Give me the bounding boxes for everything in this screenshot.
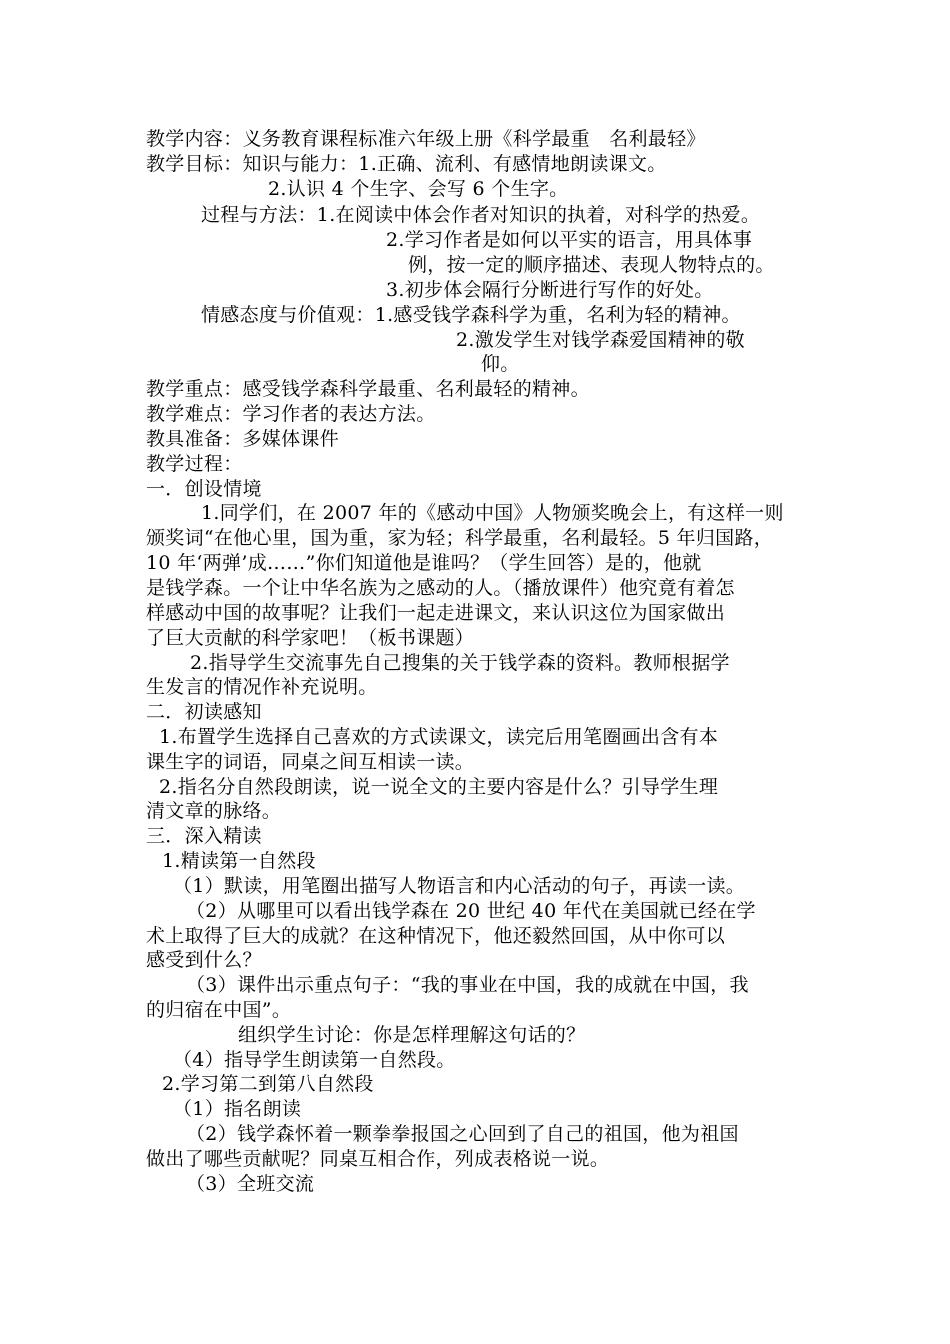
- section-1-para-1: 颁奖词“在他心里，国为重，家为轻；科学最重，名利最轻。5 年归国路，: [146, 527, 774, 549]
- section-2-item-2: 清文章的脉络。: [146, 800, 282, 822]
- goal-emotion-2-cont: 仰。: [481, 353, 520, 375]
- goal-process-2: 2.学习作者是如何以平实的语言，用具体事: [386, 229, 753, 251]
- section-3-sub-1-step-3: （3）课件出示重点句子：“我的事业在中国，我的成就在中国，我: [186, 974, 749, 996]
- section-2-heading: 二．初读感知: [146, 701, 262, 723]
- section-2-item-1: 1.布置学生选择自己喜欢的方式读课文，读完后用笔圈画出含有本: [159, 726, 719, 748]
- goal-process-3: 3.初步体会隔行分断进行写作的好处。: [386, 279, 714, 301]
- section-1-para-1: 10 年‘两弹’成……”你们知道他是谁吗？（学生回答）是的，他就: [146, 552, 702, 574]
- goal-emotion-1: 情感态度与价值观：1.感受钱学森科学为重，名利为轻的精神。: [201, 304, 741, 326]
- section-3-sub-2-step-2: （2）钱学森怀着一颗拳拳报国之心回到了自己的祖国，他为祖国: [186, 1123, 739, 1145]
- goal-process-2-cont: 例，按一定的顺序描述、表现人物特点的。: [408, 254, 775, 276]
- section-3-sub-1-step-1: （1）默读，用笔圈出描写人物语言和内心活动的句子，再读一读。: [173, 875, 746, 897]
- section-1-para-1: 1.同学们，在 2007 年的《感动中国》人物颁奖晚会上，有这样一则: [201, 502, 784, 524]
- section-3-sub-1-discussion: 组织学生讨论：你是怎样理解这句话的？: [238, 1024, 586, 1046]
- teaching-process-heading: 教学过程：: [146, 453, 243, 475]
- section-3-sub-2-step-3: （3）全班交流: [186, 1173, 315, 1195]
- section-2-item-1: 课生字的词语，同桌之间互相读一读。: [146, 751, 475, 773]
- section-3-heading: 三．深入精读: [146, 825, 262, 847]
- teaching-key-point: 教学重点：感受钱学森科学最重、名利最轻的精神。: [146, 378, 590, 400]
- section-2-item-2: 2.指名分自然段朗读，说一说全文的主要内容是什么？引导学生理: [159, 776, 719, 798]
- goal-emotion-2: 2.激发学生对钱学森爱国精神的敬: [456, 329, 745, 351]
- section-1-heading: 一．创设情境: [146, 478, 262, 500]
- section-1-para-1: 是钱学森。一个让中华名族为之感动的人。（播放课件）他究竟有着怎: [146, 577, 735, 599]
- section-1-para-2: 2.指导学生交流事先自己搜集的关于钱学森的资料。教师根据学: [190, 652, 730, 674]
- goal-process-1: 过程与方法：1.在阅读中体会作者对知识的执着，对科学的热爱。: [201, 204, 761, 226]
- section-3-sub-1: 1.精读第一自然段: [162, 850, 316, 872]
- teaching-goals: 教学目标：知识与能力：1.正确、流利、有感情地朗读课文。: [146, 153, 667, 175]
- section-1-para-1: 了巨大贡献的科学家吧！（板书课题）: [146, 627, 475, 649]
- section-3-sub-1-step-2: （2）从哪里可以看出钱学森在 20 世纪 40 年代在美国就已经在学: [186, 900, 756, 922]
- section-3-sub-2-step-1: （1）指名朗读: [173, 1098, 302, 1120]
- section-3-sub-1-step-4: （4）指导学生朗读第一自然段。: [173, 1049, 456, 1071]
- goal-knowledge-2: 2.认识 4 个生字、会写 6 个生字。: [268, 178, 569, 200]
- section-1-para-2: 生发言的情况作补充说明。: [146, 676, 378, 698]
- section-3-sub-1-step-2: 术上取得了巨大的成就？在这种情况下，他还毅然回国，从中你可以: [146, 925, 726, 947]
- section-3-sub-2: 2.学习第二到第八自然段: [162, 1073, 374, 1095]
- section-3-sub-1-step-2: 感受到什么？: [146, 949, 262, 971]
- section-3-sub-1-step-3: 的归宿在中国”。: [146, 999, 292, 1021]
- teaching-difficulty: 教学难点：学习作者的表达方法。: [146, 403, 436, 425]
- teaching-materials: 教具准备：多媒体课件: [146, 428, 340, 450]
- teaching-content: 教学内容：义务教育课程标准六年级上册《科学最重 名利最轻》: [146, 128, 706, 150]
- section-3-sub-2-step-2: 做出了哪些贡献呢？同桌互相合作，列成表格说一说。: [146, 1148, 610, 1170]
- section-1-para-1: 样感动中国的故事呢？让我们一起走进课文，来认识这位为国家做出: [146, 602, 726, 624]
